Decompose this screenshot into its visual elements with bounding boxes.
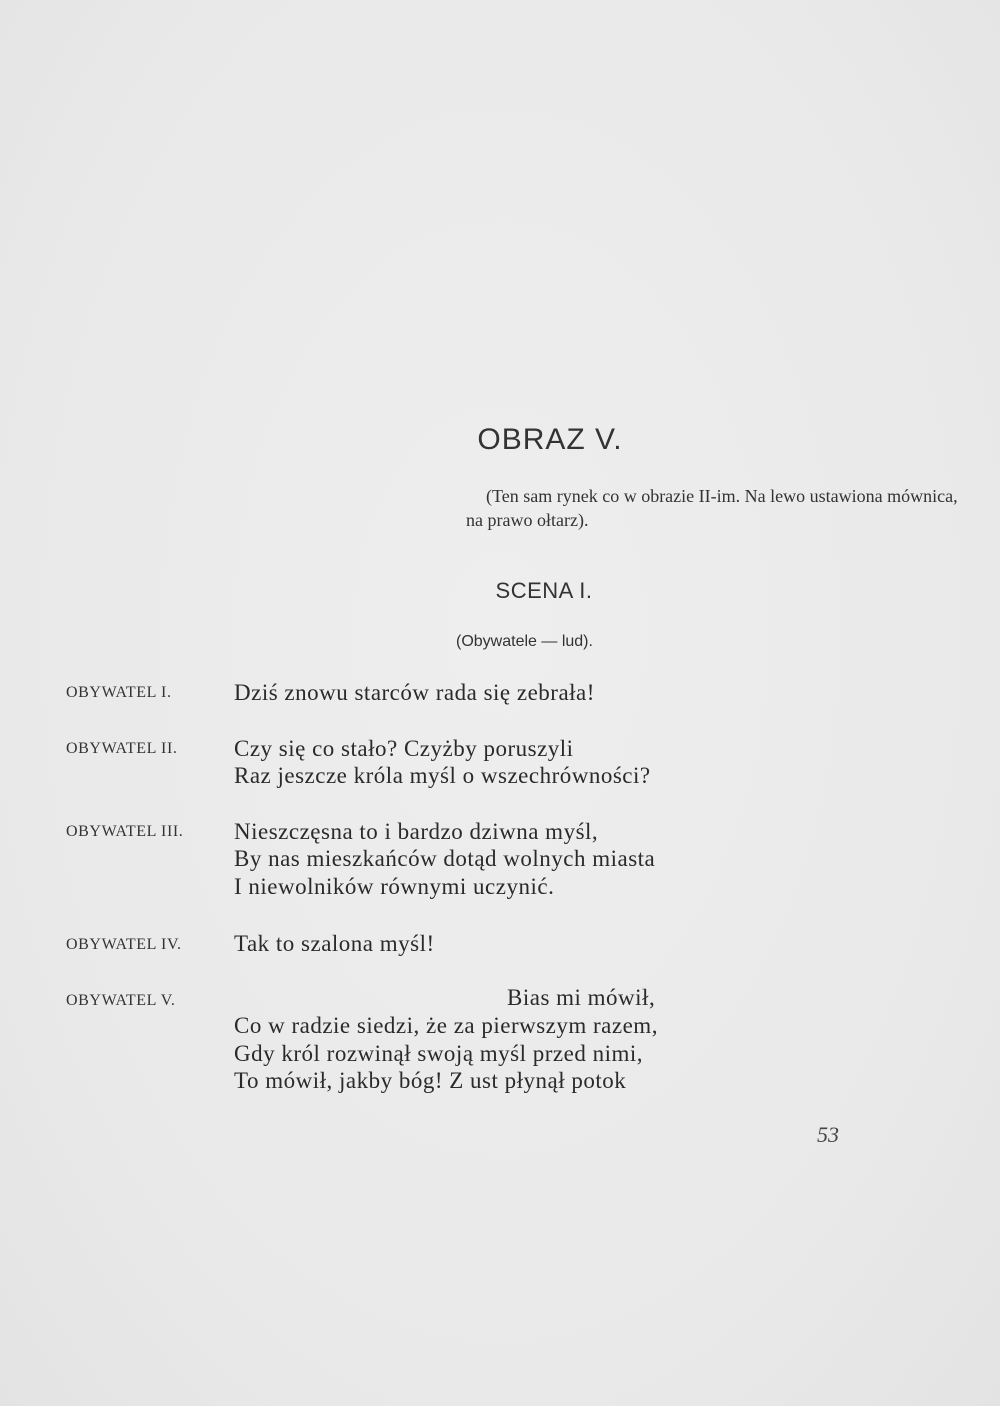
speaker-label: OBYWATEL III.	[66, 823, 184, 840]
speaker-label: OBYWATEL II.	[66, 740, 178, 757]
verse-line: To mówił, jakby bóg! Z ust płynął potok	[234, 1068, 627, 1093]
verse-line: By nas mieszkańców dotąd wolnych miasta	[234, 846, 656, 871]
page-number: 53	[817, 1122, 839, 1147]
verse-line: Nieszczęsna to i bardzo dziwna myśl,	[234, 819, 599, 844]
speaker-label: OBYWATEL V.	[66, 992, 176, 1009]
scene-title: OBRAZ V.	[477, 423, 623, 456]
stage-direction-line-1: (Ten sam rynek co w obrazie II-im. Na lewo ustawiona mównica,	[486, 486, 958, 506]
verse-line: Bias mi mówił,	[507, 985, 656, 1010]
verse-line: Tak to szalona myśl!	[234, 931, 435, 956]
speaker-label: OBYWATEL I.	[66, 684, 172, 701]
verse-line: Gdy król rozwinął swoją myśl przed nimi,	[234, 1041, 644, 1066]
stage-direction-line-2: na prawo ołtarz).	[466, 510, 589, 530]
verse-line: Czy się co stało? Czyżby poruszyli	[234, 736, 574, 761]
verse-line: I niewolników równymi uczynić.	[234, 874, 555, 899]
verse-line: Raz jeszcze króla myśl o wszechrówności?	[234, 763, 651, 788]
verse-line: Co w radzie siedzi, że za pierwszym razem,	[234, 1013, 658, 1038]
scene-subtitle: SCENA I.	[495, 578, 593, 603]
speaker-label: OBYWATEL IV.	[66, 936, 182, 953]
verse-line: Dziś znowu starców rada się zebrała!	[234, 680, 595, 705]
cast-note: (Obywatele — lud).	[456, 633, 593, 650]
